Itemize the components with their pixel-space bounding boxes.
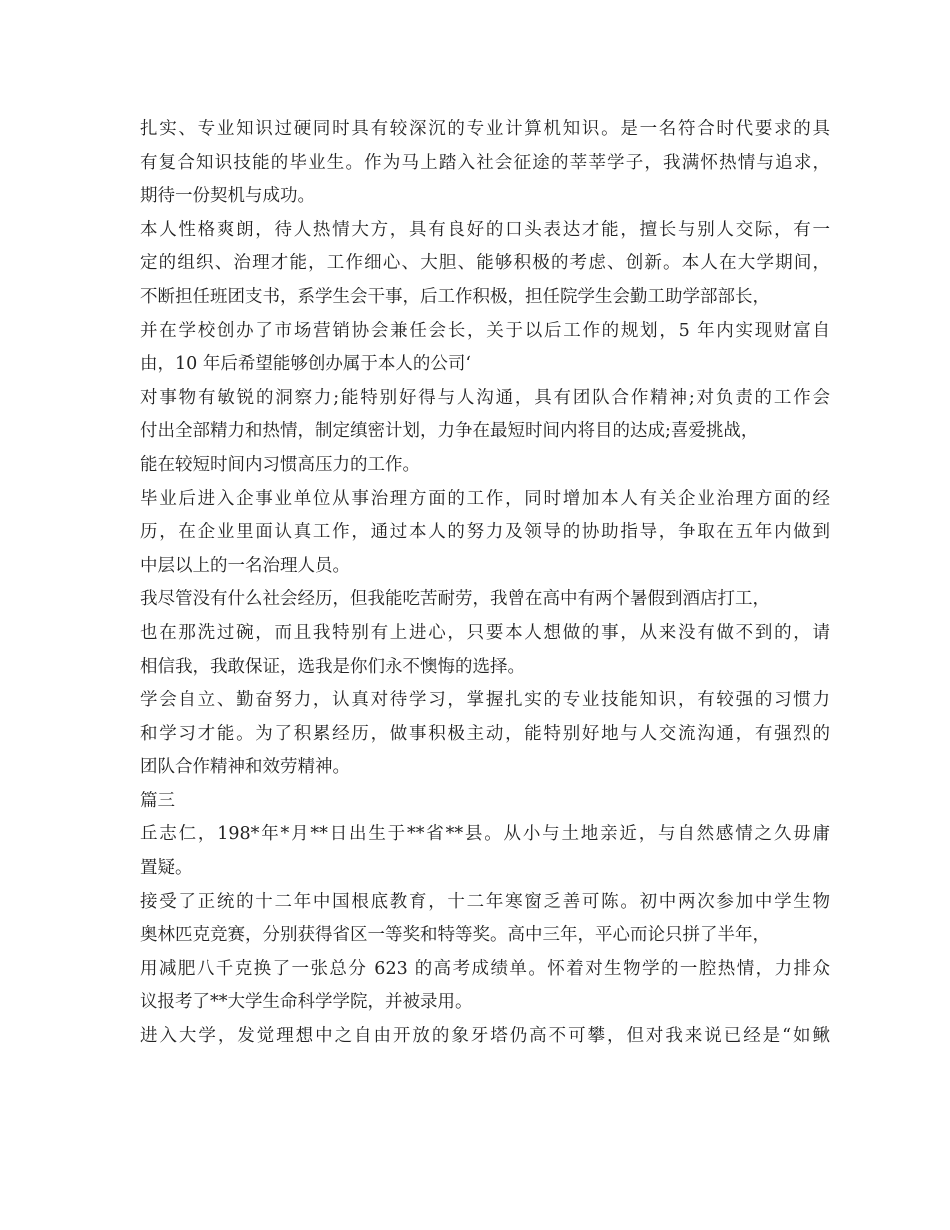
text-line: 由，10 年后希望能够创办属于本人的公司‘ [140, 354, 471, 375]
text-line: 接受了正统的十二年中国根底教育，十二年寒窗乏善可陈。初中两次参加中学生物 [140, 891, 830, 912]
text-line: 对事物有敏锐的洞察力;能特别好得与人沟通，具有团队合作精神;对负责的工作会 [140, 387, 830, 408]
document-body [140, 113, 830, 1054]
text-line: 历，在企业里面认真工作，通过本人的努力及领导的协助指导，争取在五年内做到 [140, 522, 830, 543]
text-line: 中层以上的一名治理人员。 [140, 555, 350, 576]
text-line: 能在较短时间内习惯高压力的工作。 [140, 454, 420, 475]
text-line: 进入大学，发觉理想中之自由开放的象牙塔仍高不可攀，但对我来说已经是“如鳅 [140, 1026, 830, 1047]
section-heading: 篇三 [140, 790, 175, 811]
text-line: 用减肥八千克换了一张总分 623 的高考成绩单。怀着对生物学的一腔热情，力排众 [140, 958, 830, 979]
text-line: 置疑。 [140, 858, 193, 879]
text-line: 丘志仁，198*年*月**日出生于**省**县。从小与土地亲近，与自然感情之久毋庸 [140, 824, 830, 845]
text-line: 定的组织、治理才能，工作细心、大胆、能够积极的考虑、创新。本人在大学期间， [140, 253, 830, 274]
text-line: 并在学校创办了市场营销协会兼任会长，关于以后工作的规划，5 年内实现财富自 [140, 320, 830, 341]
text-line: 团队合作精神和效劳精神。 [140, 757, 350, 778]
text-line: 奥林匹克竞赛，分别获得省区一等奖和特等奖。高中三年，平心而论只拼了半年， [140, 925, 770, 946]
text-line: 相信我，我敢保证，选我是你们永不懊悔的选择。 [140, 656, 525, 677]
text-line: 付出全部精力和热情，制定缜密计划，力争在最短时间内将目的达成;喜爱挑战， [140, 421, 759, 442]
text-line: 毕业后进入企事业单位从事治理方面的工作，同时增加本人有关企业治理方面的经 [140, 488, 830, 509]
text-line: 议报考了**大学生命科学学院，并被录用。 [140, 992, 473, 1013]
text-line: 本人性格爽朗，待人热情大方，具有良好的口头表达才能，擅长与别人交际，有一 [140, 219, 830, 240]
text-line: 扎实、专业知识过硬同时具有较深沉的专业计算机知识。是一名符合时代要求的具 [140, 119, 830, 139]
text-line: 不断担任班团支书，系学生会干事，后工作积极，担任院学生会勤工助学部部长， [140, 286, 770, 307]
text-line: 和学习才能。为了积累经历，做事积极主动，能特别好地与人交流沟通，有强烈的 [140, 723, 830, 744]
text-line: 有复合知识技能的毕业生。作为马上踏入社会征途的莘莘学子，我满怀热情与追求， [140, 152, 830, 173]
text-line: 我尽管没有什么社会经历，但我能吃苦耐劳，我曾在高中有两个暑假到酒店打工， [140, 589, 770, 610]
text-line: 学会自立、勤奋努力，认真对待学习，掌握扎实的专业技能知识，有较强的习惯力 [140, 690, 830, 711]
text-line: 也在那洗过碗，而且我特别有上进心，只要本人想做的事，从来没有做不到的，请 [140, 622, 830, 643]
text-line: 期待一份契机与成功。 [140, 186, 315, 207]
